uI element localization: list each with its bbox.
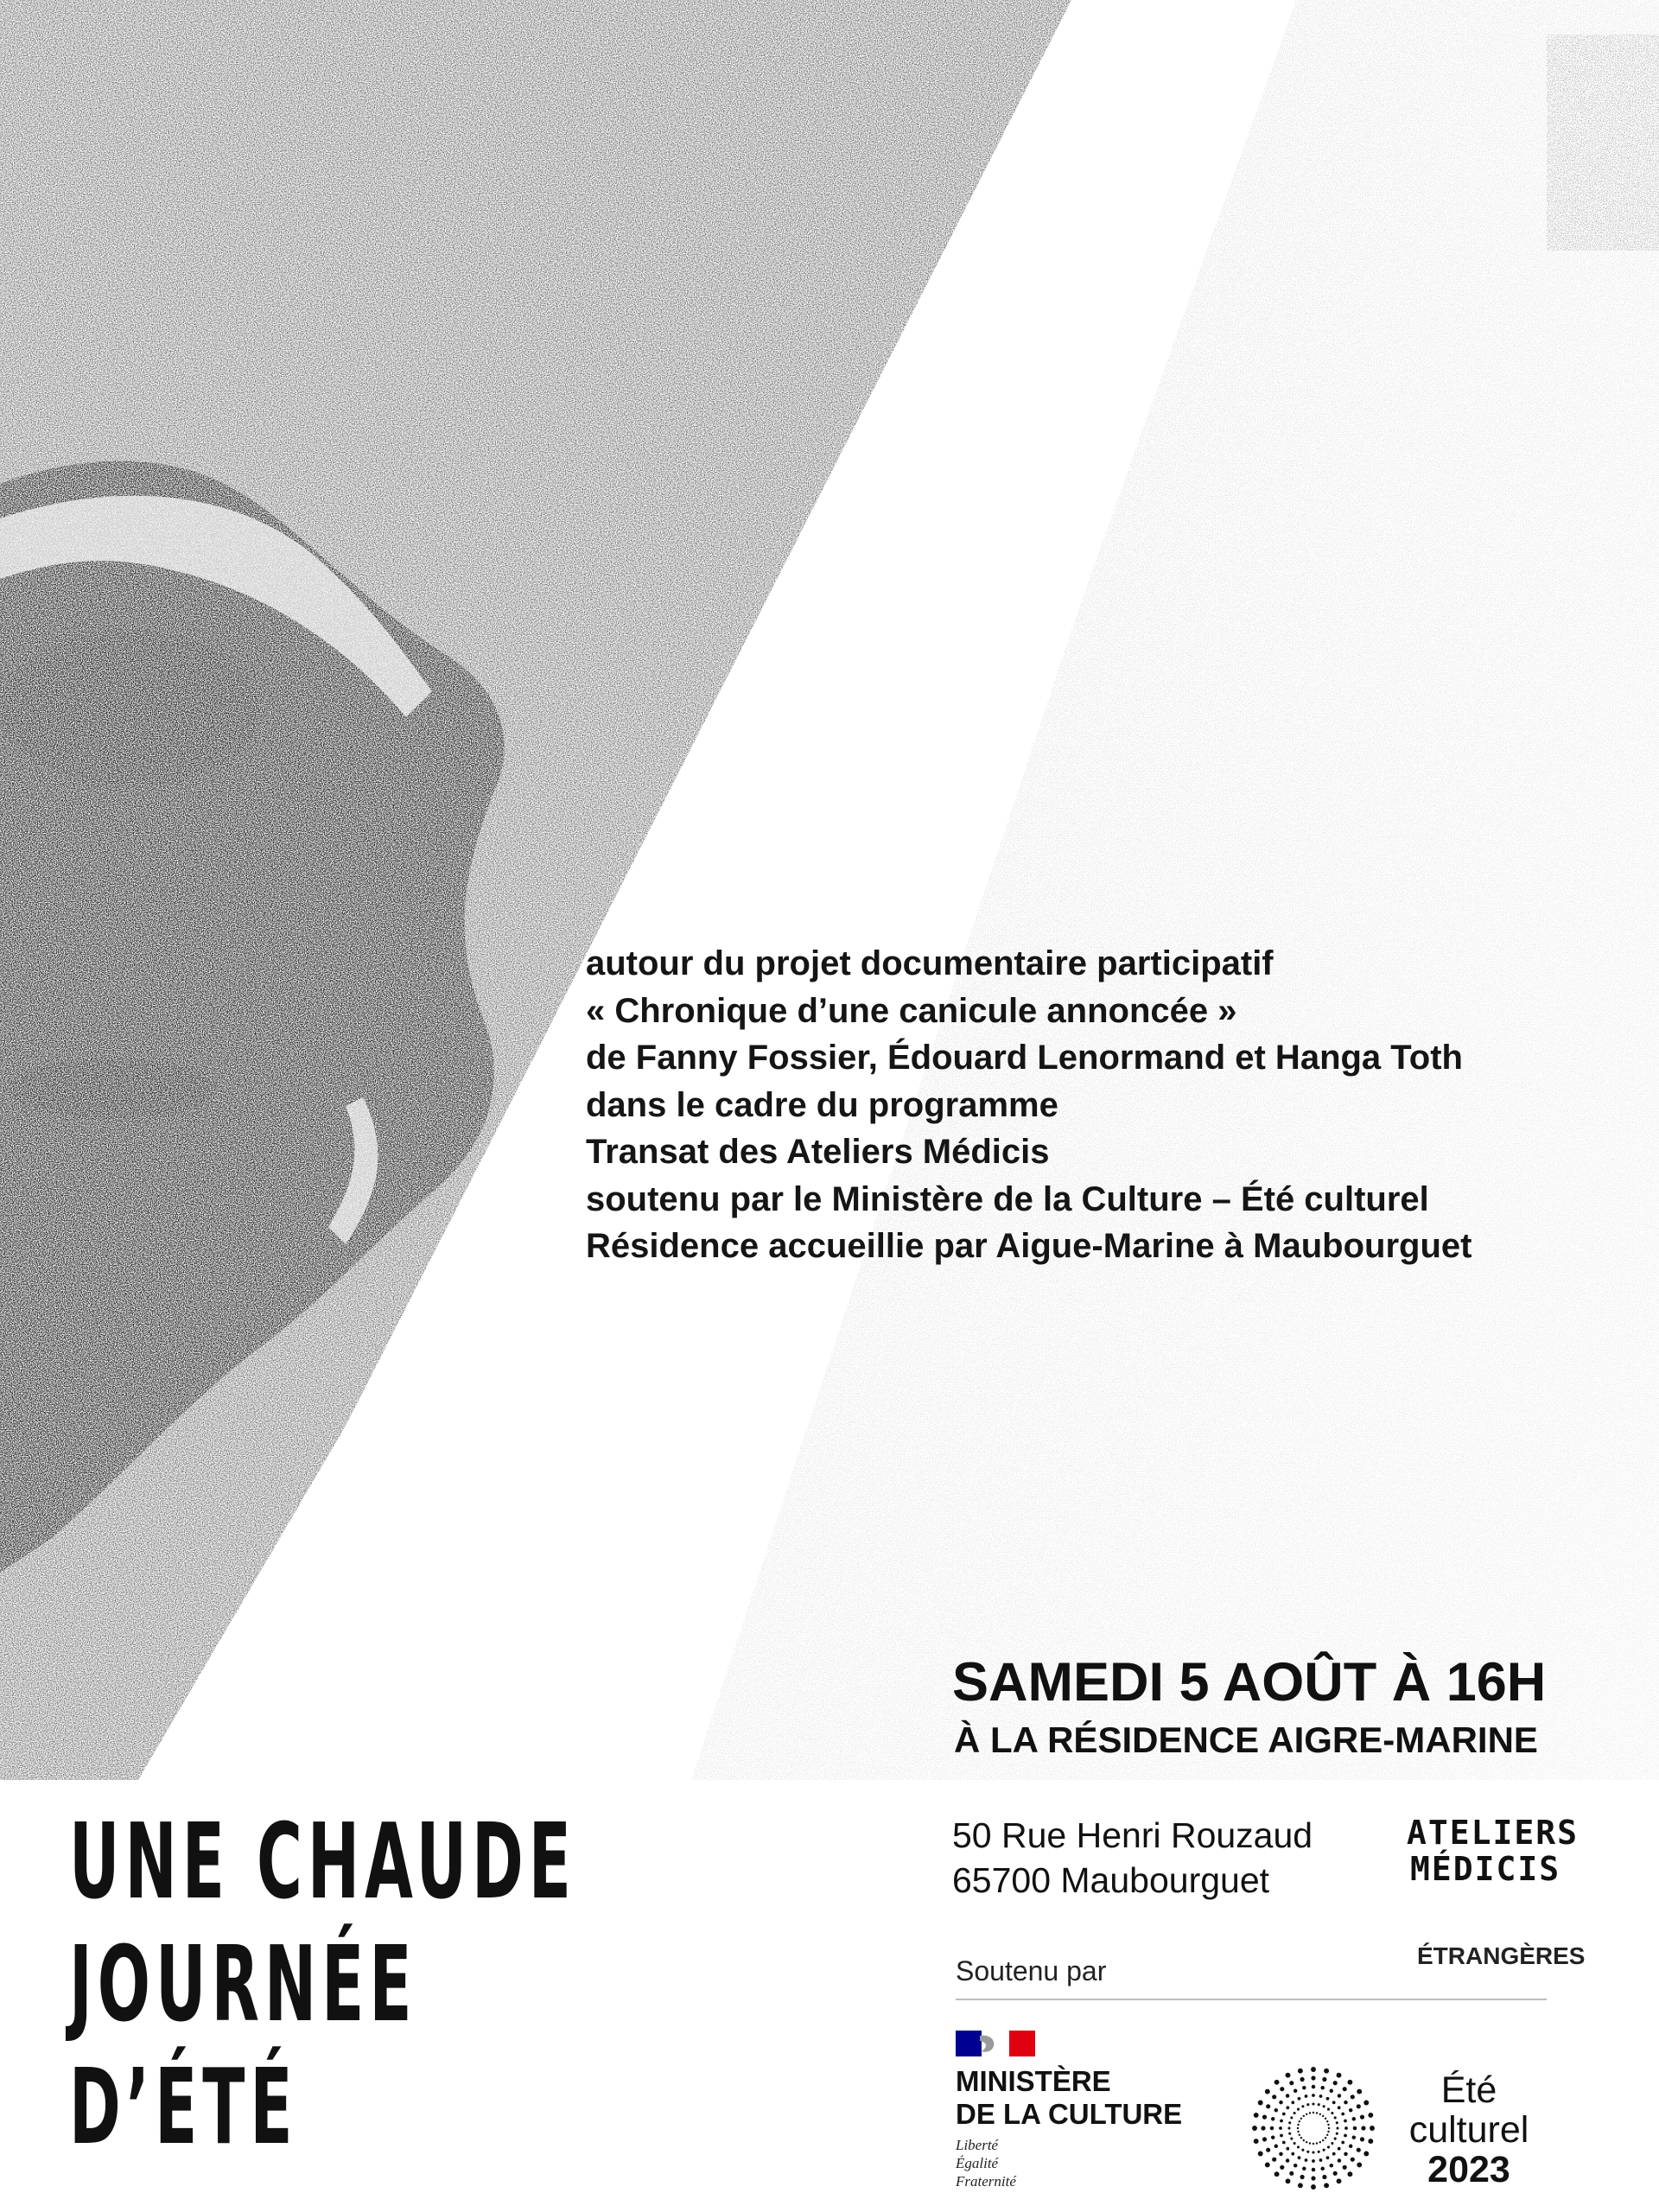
address (952, 1813, 1313, 1903)
address-city: 65700 Maubourguet (952, 1860, 1270, 1900)
motto-line: Liberté (956, 2137, 999, 2153)
marianne-flag-icon (956, 2031, 1035, 2056)
event-date: SAMEDI 5 AOÛT À 16H (952, 1652, 1547, 1713)
separator-line (956, 1999, 1547, 2000)
event-venue: À LA RÉSIDENCE AIGRE-MARINE (954, 1719, 1538, 1760)
intro-text (586, 940, 1649, 1270)
title-line: UNE CHAUDE (69, 1802, 576, 1923)
logo-line-ateliers: ATELIERS (1407, 1814, 1580, 1852)
intro-line: Transat des Ateliers Médicis (586, 1133, 1050, 1171)
ete-line: culturel (1408, 2109, 1529, 2151)
ministry-name (956, 2065, 1182, 2131)
republic-motto (956, 2136, 1016, 2190)
ete-culturel-sun-icon (1249, 2063, 1378, 2193)
intro-line: « Chronique d’une canicule annoncée » (586, 991, 1237, 1030)
logo-subtitle: ÉTRANGÈRES (1417, 1942, 1586, 1969)
ete-year: 2023 (1427, 2149, 1510, 2190)
motto-line: Égalité (956, 2155, 999, 2171)
motto-line: Fraternité (956, 2173, 1016, 2190)
intro-line: dans le cadre du programme (586, 1085, 1058, 1124)
intro-line: de Fanny Fossier, Édouard Lenormand et Hanga Toth (586, 1039, 1463, 1077)
address-street: 50 Rue Henri Rouzaud (952, 1815, 1313, 1855)
poster-title (69, 1802, 576, 2170)
ministry-line: MINISTÈRE (956, 2065, 1111, 2097)
title-line: D’ÉTÉ (69, 2048, 298, 2168)
intro-line: autour du projet documentaire participatif (586, 944, 1274, 982)
ministry-line: DE LA CULTURE (956, 2098, 1183, 2130)
intro-line: soutenu par le Ministère de la Culture – Été culturel (586, 1179, 1429, 1218)
ateliers-medicis-logo (1407, 1815, 1580, 1887)
title-line: JOURNÉE (69, 1925, 417, 2045)
ete-line: Été (1440, 2069, 1497, 2111)
logo-line-medicis: MÉDICIS (1410, 1850, 1561, 1888)
supported-by-label: Soutenu par (956, 1955, 1107, 1986)
ete-culturel-logo (1391, 2070, 1547, 2190)
intro-line: Résidence accueillie par Aigue-Marine à Maubourguet (586, 1227, 1472, 1265)
